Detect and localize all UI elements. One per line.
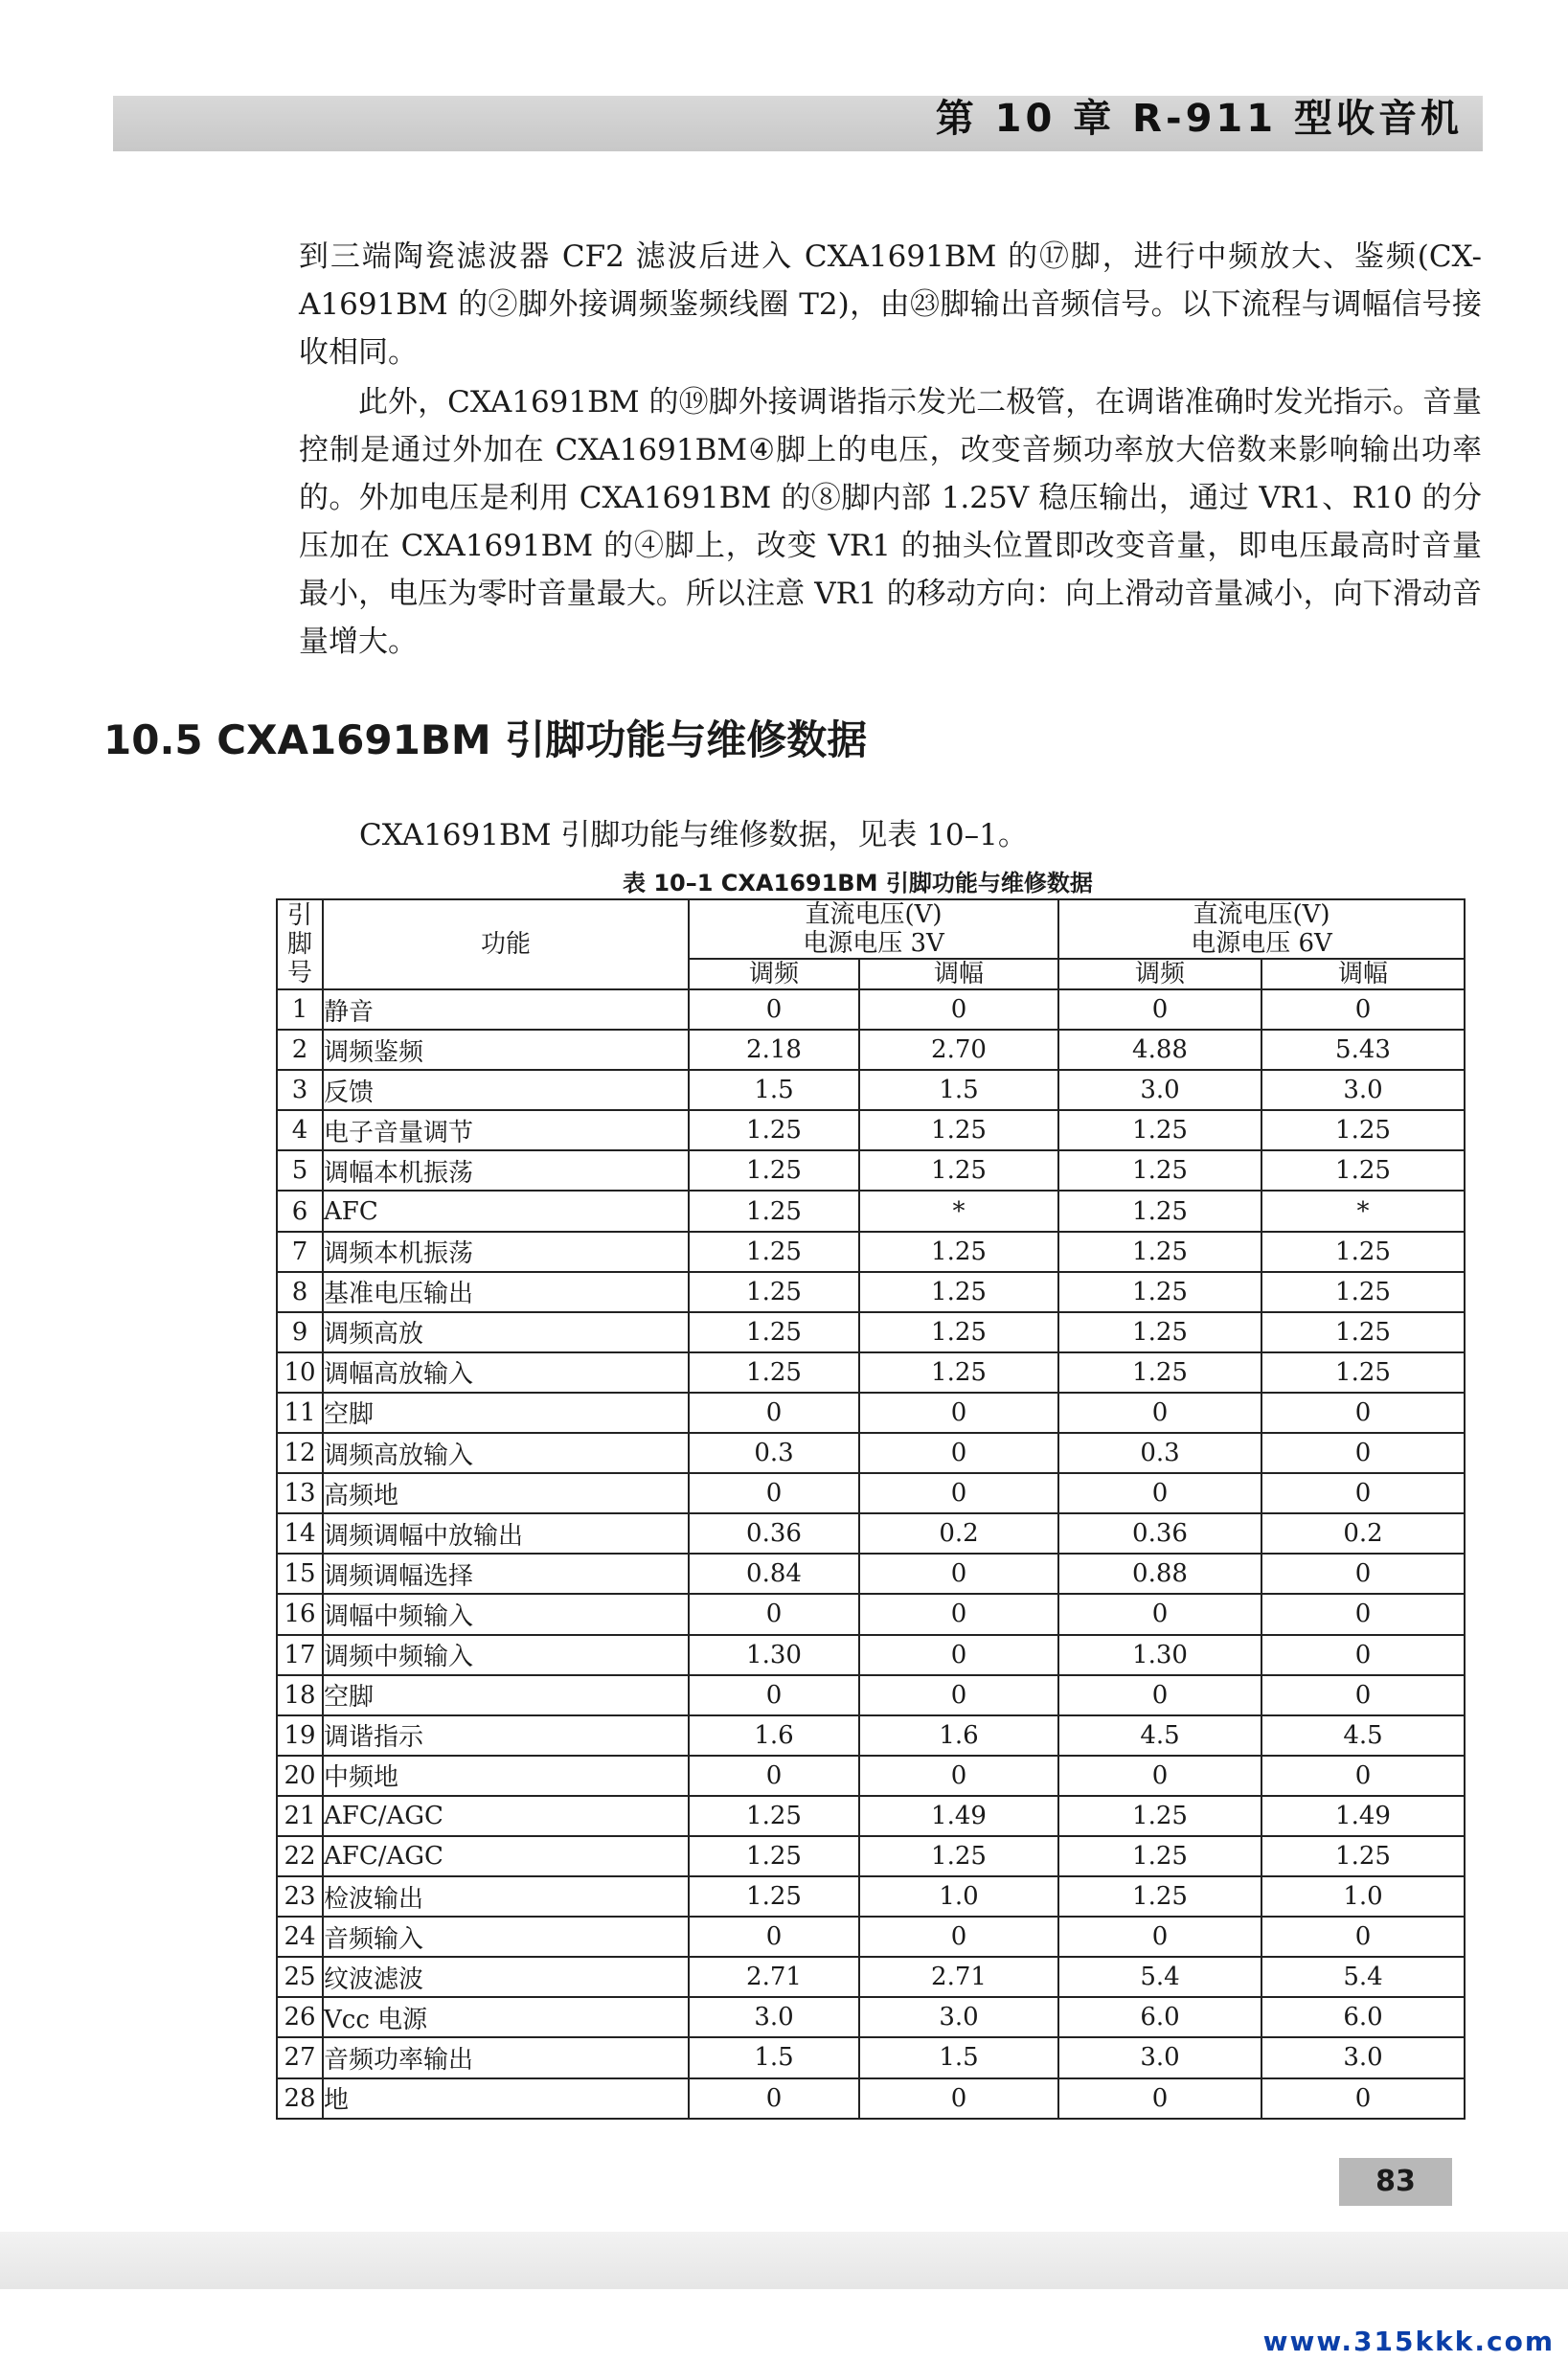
fm-6v-cell: 3.0 [1058, 2037, 1261, 2077]
fm-6v-cell: 3.0 [1058, 1070, 1261, 1110]
footer-band [0, 2232, 1568, 2289]
pin-cell: 27 [277, 2037, 323, 2077]
function-cell: 音频功率输出 [323, 2037, 689, 2077]
fm-6v-cell: 0.88 [1058, 1554, 1261, 1594]
am-6v-cell: 1.49 [1261, 1796, 1465, 1836]
am-6v-cell: 1.25 [1261, 1836, 1465, 1876]
fm-6v-cell: 0 [1058, 1756, 1261, 1796]
function-cell: 反馈 [323, 1070, 689, 1110]
fm-3v-cell: 1.5 [689, 2037, 859, 2077]
am-3v-cell: 2.70 [859, 1030, 1058, 1070]
am-3v-cell: 0 [859, 1554, 1058, 1594]
am-6v-cell: 0 [1261, 1917, 1465, 1957]
voltage-6v-header-line2: 电源电压 6V [1191, 929, 1332, 958]
am-6v-cell: 5.43 [1261, 1030, 1465, 1070]
pin-cell: 4 [277, 1110, 323, 1150]
table-row [277, 1473, 1465, 1513]
fm-6v-cell: 0 [1058, 989, 1261, 1030]
am-3v-cell: 3.0 [859, 1997, 1058, 2037]
am-6v-cell: 0 [1261, 1393, 1465, 1433]
fm-3v-cell: 1.25 [689, 1352, 859, 1393]
pin-data-table [276, 898, 1466, 2120]
table-row [277, 1030, 1465, 1070]
fm-3v-cell: 1.5 [689, 1070, 859, 1110]
pin-cell: 28 [277, 2078, 323, 2119]
page-number: 83 [1339, 2158, 1452, 2206]
am-6v-cell: 0 [1261, 989, 1465, 1030]
pin-cell: 24 [277, 1917, 323, 1957]
chapter-header-title: 第 10 章 R-911 型收音机 [935, 97, 1463, 141]
table-row [277, 1393, 1465, 1433]
am-6v-cell: 1.25 [1261, 1272, 1465, 1312]
body-paragraph: 此外，CXA1691BM 的⑲脚外接调谐指示发光二极管，在调谐准确时发光指示。音量控制是通过外加在 CXA1691BM④脚上的电压，改变音频功率放大倍数来影响输出功率的。外加电压是利用 CXA1691BM 的⑧脚内部 1.25V 稳压输出，通过 VR1、R10 的分压加在 CXA1691BM 的④脚上，改变 VR1 的抽头位置即改变音量，即电压最高时音量最小，电压为零时音量最大。所以注意 VR1 的移动方向：向上滑动音量减小，向下滑动音量增大。 [299, 385, 1482, 659]
am-3v-cell: 0 [859, 1635, 1058, 1675]
watermark-url: www.315kkk.com [1262, 2326, 1555, 2357]
function-cell: AFC/AGC [323, 1836, 689, 1876]
voltage-3v-header [689, 899, 1058, 959]
fm-6v-cell: 1.25 [1058, 1232, 1261, 1272]
pin-cell: 25 [277, 1957, 323, 1997]
am-6v-cell: * [1261, 1191, 1465, 1231]
fm-6v-cell: 0.36 [1058, 1513, 1261, 1554]
am-6v-cell: 3.0 [1261, 1070, 1465, 1110]
fm-6v-header: 调频 [1058, 959, 1261, 989]
fm-6v-cell: 1.30 [1058, 1635, 1261, 1675]
am-3v-cell: 0 [859, 1433, 1058, 1473]
fm-6v-cell: 0 [1058, 1594, 1261, 1634]
pin-cell: 1 [277, 989, 323, 1030]
table-row [277, 1433, 1465, 1473]
pin-cell: 10 [277, 1352, 323, 1393]
table-row [277, 1836, 1465, 1876]
am-3v-cell: 1.25 [859, 1312, 1058, 1352]
am-6v-cell: 0 [1261, 1675, 1465, 1715]
pin-cell: 26 [277, 1997, 323, 2037]
table-row [277, 1554, 1465, 1594]
function-cell: 调频高放输入 [323, 1433, 689, 1473]
table-row [277, 1110, 1465, 1150]
table-row [277, 1997, 1465, 2037]
table-row [277, 1352, 1465, 1393]
pin-cell: 14 [277, 1513, 323, 1554]
am-3v-cell: 0 [859, 1756, 1058, 1796]
pin-cell: 16 [277, 1594, 323, 1634]
fm-3v-cell: 3.0 [689, 1997, 859, 2037]
am-6v-cell: 0 [1261, 1594, 1465, 1634]
voltage-3v-header-line2: 电源电压 3V [803, 929, 944, 958]
table-row [277, 1594, 1465, 1634]
fm-6v-cell: 0 [1058, 1675, 1261, 1715]
table-row [277, 1070, 1465, 1110]
function-cell: 空脚 [323, 1393, 689, 1433]
function-cell: 调谐指示 [323, 1715, 689, 1756]
fm-6v-cell: 1.25 [1058, 1312, 1261, 1352]
table-row [277, 1312, 1465, 1352]
function-cell: 调频调幅选择 [323, 1554, 689, 1594]
pin-cell: 3 [277, 1070, 323, 1110]
table-row [277, 2078, 1465, 2119]
fm-6v-cell: 1.25 [1058, 1191, 1261, 1231]
am-3v-cell: 0 [859, 989, 1058, 1030]
function-column-header: 功能 [323, 899, 689, 989]
am-3v-cell: 1.25 [859, 1272, 1058, 1312]
function-cell: 调频调幅中放输出 [323, 1513, 689, 1554]
fm-3v-cell: 1.30 [689, 1635, 859, 1675]
function-cell: 静音 [323, 989, 689, 1030]
am-6v-cell: 0 [1261, 1473, 1465, 1513]
am-3v-header: 调幅 [859, 959, 1058, 989]
fm-6v-cell: 1.25 [1058, 1110, 1261, 1150]
table-row [277, 1756, 1465, 1796]
table-row [277, 1796, 1465, 1836]
am-3v-cell: 1.5 [859, 1070, 1058, 1110]
function-cell: 地 [323, 2078, 689, 2119]
fm-3v-cell: 0 [689, 1594, 859, 1634]
am-3v-cell: 0 [859, 1917, 1058, 1957]
fm-6v-cell: 0 [1058, 1473, 1261, 1513]
pin-cell: 12 [277, 1433, 323, 1473]
am-3v-cell: 2.71 [859, 1957, 1058, 1997]
function-cell: 调幅本机振荡 [323, 1150, 689, 1191]
pin-cell: 19 [277, 1715, 323, 1756]
fm-6v-cell: 0 [1058, 2078, 1261, 2119]
fm-6v-cell: 4.5 [1058, 1715, 1261, 1756]
am-3v-cell: 0 [859, 1594, 1058, 1634]
table-row [277, 1876, 1465, 1917]
function-cell: 调频中频输入 [323, 1635, 689, 1675]
pin-cell: 8 [277, 1272, 323, 1312]
am-6v-cell: 1.25 [1261, 1110, 1465, 1150]
am-6v-cell: 0 [1261, 1635, 1465, 1675]
am-6v-cell: 1.25 [1261, 1150, 1465, 1191]
fm-6v-cell: 0 [1058, 1393, 1261, 1433]
pin-cell: 20 [277, 1756, 323, 1796]
am-3v-cell: 1.5 [859, 2037, 1058, 2077]
am-3v-cell: 1.25 [859, 1150, 1058, 1191]
function-cell: 高频地 [323, 1473, 689, 1513]
pin-cell: 2 [277, 1030, 323, 1070]
pin-cell: 13 [277, 1473, 323, 1513]
voltage-6v-header [1058, 899, 1465, 959]
am-3v-cell: 0 [859, 1675, 1058, 1715]
fm-3v-cell: 1.25 [689, 1191, 859, 1231]
fm-3v-cell: 0 [689, 1473, 859, 1513]
pin-cell: 17 [277, 1635, 323, 1675]
table-row [277, 1232, 1465, 1272]
am-6v-cell: 0 [1261, 1554, 1465, 1594]
function-cell: 调幅高放输入 [323, 1352, 689, 1393]
am-3v-cell: 1.25 [859, 1352, 1058, 1393]
table-caption: 表 10–1 CXA1691BM 引脚功能与维修数据 [623, 870, 1093, 897]
function-cell: Vcc 电源 [323, 1997, 689, 2037]
fm-6v-cell: 6.0 [1058, 1997, 1261, 2037]
voltage-3v-header-line1: 直流电压(V) [805, 900, 943, 929]
table-row [277, 989, 1465, 1030]
fm-6v-cell: 0.3 [1058, 1433, 1261, 1473]
fm-3v-cell: 0 [689, 1756, 859, 1796]
fm-6v-cell: 4.88 [1058, 1030, 1261, 1070]
pin-cell: 6 [277, 1191, 323, 1231]
am-3v-cell: * [859, 1191, 1058, 1231]
am-6v-header: 调幅 [1261, 959, 1465, 989]
function-cell: 基准电压输出 [323, 1272, 689, 1312]
am-3v-cell: 0 [859, 2078, 1058, 2119]
am-6v-cell: 1.25 [1261, 1232, 1465, 1272]
function-cell: 中频地 [323, 1756, 689, 1796]
fm-3v-cell: 0 [689, 1917, 859, 1957]
pin-cell: 21 [277, 1796, 323, 1836]
voltage-6v-header-line1: 直流电压(V) [1193, 900, 1330, 929]
fm-6v-cell: 1.25 [1058, 1352, 1261, 1393]
fm-3v-cell: 0 [689, 1393, 859, 1433]
table-row [277, 1150, 1465, 1191]
am-6v-cell: 0 [1261, 1433, 1465, 1473]
fm-3v-cell: 1.25 [689, 1272, 859, 1312]
fm-3v-cell: 1.25 [689, 1876, 859, 1917]
function-cell: 空脚 [323, 1675, 689, 1715]
am-6v-cell: 1.25 [1261, 1312, 1465, 1352]
fm-3v-cell: 0.36 [689, 1513, 859, 1554]
fm-6v-cell: 0 [1058, 1917, 1261, 1957]
table-row [277, 1715, 1465, 1756]
am-6v-cell: 4.5 [1261, 1715, 1465, 1756]
am-6v-cell: 1.0 [1261, 1876, 1465, 1917]
am-3v-cell: 0 [859, 1393, 1058, 1433]
function-cell: 调幅中频输入 [323, 1594, 689, 1634]
am-3v-cell: 1.25 [859, 1836, 1058, 1876]
am-6v-cell: 0.2 [1261, 1513, 1465, 1554]
fm-3v-cell: 0.84 [689, 1554, 859, 1594]
fm-6v-cell: 5.4 [1058, 1957, 1261, 1997]
table-row [277, 1513, 1465, 1554]
am-3v-cell: 1.0 [859, 1876, 1058, 1917]
fm-3v-cell: 0 [689, 989, 859, 1030]
table-row [277, 1675, 1465, 1715]
am-6v-cell: 0 [1261, 2078, 1465, 2119]
am-3v-cell: 1.49 [859, 1796, 1058, 1836]
function-cell: AFC [323, 1191, 689, 1231]
table-body [277, 989, 1465, 2119]
pin-cell: 22 [277, 1836, 323, 1876]
fm-3v-cell: 0 [689, 1675, 859, 1715]
am-6v-cell: 5.4 [1261, 1957, 1465, 1997]
am-6v-cell: 3.0 [1261, 2037, 1465, 2077]
am-6v-cell: 1.25 [1261, 1352, 1465, 1393]
fm-3v-cell: 1.25 [689, 1836, 859, 1876]
am-3v-cell: 0.2 [859, 1513, 1058, 1554]
function-cell: 调频鉴频 [323, 1030, 689, 1070]
body-paragraph: 到三端陶瓷滤波器 CF2 滤波后进入 CXA1691BM 的⑰脚，进行中频放大、鉴频(CX-A1691BM 的②脚外接调频鉴频线圈 T2)，由㉓脚输出音频信号。以下流程与调幅信号接收相同。 [299, 239, 1482, 370]
fm-3v-cell: 2.71 [689, 1957, 859, 1997]
function-cell: 检波输出 [323, 1876, 689, 1917]
fm-3v-header: 调频 [689, 959, 859, 989]
table-intro-text: CXA1691BM 引脚功能与维修数据，见表 10–1。 [359, 818, 1028, 852]
fm-3v-cell: 1.25 [689, 1150, 859, 1191]
function-cell: 调频高放 [323, 1312, 689, 1352]
pin-cell: 23 [277, 1876, 323, 1917]
am-3v-cell: 1.25 [859, 1232, 1058, 1272]
section-heading: 10.5 CXA1691BM 引脚功能与维修数据 [103, 716, 868, 763]
pin-cell: 15 [277, 1554, 323, 1594]
table-row [277, 1272, 1465, 1312]
pin-cell: 7 [277, 1232, 323, 1272]
am-6v-cell: 0 [1261, 1756, 1465, 1796]
fm-6v-cell: 1.25 [1058, 1796, 1261, 1836]
fm-6v-cell: 1.25 [1058, 1876, 1261, 1917]
pin-cell: 18 [277, 1675, 323, 1715]
fm-3v-cell: 2.18 [689, 1030, 859, 1070]
fm-3v-cell: 1.25 [689, 1796, 859, 1836]
fm-3v-cell: 0 [689, 2078, 859, 2119]
am-3v-cell: 1.25 [859, 1110, 1058, 1150]
function-cell: AFC/AGC [323, 1796, 689, 1836]
function-cell: 电子音量调节 [323, 1110, 689, 1150]
fm-3v-cell: 1.25 [689, 1312, 859, 1352]
fm-3v-cell: 1.25 [689, 1110, 859, 1150]
pin-cell: 5 [277, 1150, 323, 1191]
am-6v-cell: 6.0 [1261, 1997, 1465, 2037]
table-row [277, 2037, 1465, 2077]
fm-3v-cell: 1.6 [689, 1715, 859, 1756]
am-3v-cell: 1.6 [859, 1715, 1058, 1756]
pin-column-header: 引脚号 [277, 899, 323, 989]
fm-3v-cell: 1.25 [689, 1232, 859, 1272]
table-row [277, 1957, 1465, 1997]
fm-6v-cell: 1.25 [1058, 1150, 1261, 1191]
function-cell: 音频输入 [323, 1917, 689, 1957]
fm-6v-cell: 1.25 [1058, 1272, 1261, 1312]
pin-cell: 9 [277, 1312, 323, 1352]
table-row [277, 1635, 1465, 1675]
fm-3v-cell: 0.3 [689, 1433, 859, 1473]
function-cell: 纹波滤波 [323, 1957, 689, 1997]
fm-6v-cell: 1.25 [1058, 1836, 1261, 1876]
table-row [277, 1191, 1465, 1231]
pin-cell: 11 [277, 1393, 323, 1433]
am-3v-cell: 0 [859, 1473, 1058, 1513]
function-cell: 调频本机振荡 [323, 1232, 689, 1272]
table-row [277, 1917, 1465, 1957]
